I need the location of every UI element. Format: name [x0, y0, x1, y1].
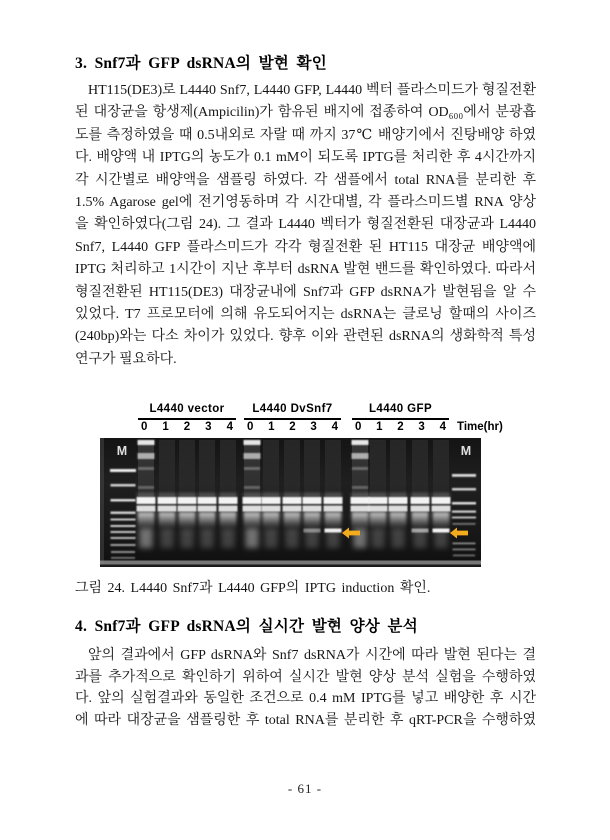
time-point-label: 0 [247, 421, 254, 433]
figure-caption: 그림 24. L4440 Snf7과 L4440 GFP의 IPTG induction 확인. [75, 581, 431, 596]
time-point-label: 1 [376, 421, 383, 433]
text-line: IPTG 처리하고 1시간이 지난 후부터 dsRNA 발현 밴드를 확인하였다. 따라서 [75, 262, 536, 278]
time-point-label: 3 [205, 421, 212, 433]
text-line: 앞의 결과에서 GFP dsRNA와 Snf7 dsRNA가 시간에 따라 발현 된다는 결 [88, 648, 536, 663]
marker-label-right: M [460, 444, 472, 458]
gel-left-edge [100, 438, 104, 567]
text-line: 형질전환된 HT115(DE3) 대장균내에 Snf7과 GFP dsRNA가 발현됨을 알 수 [75, 284, 536, 300]
text-line: 연구가 필요하다. [75, 351, 177, 367]
text-line: 다. 배양액 내 IPTG의 농도가 0.1 mM이 되도록 IPTG를 처리한 후 4시간까지 [75, 150, 536, 166]
time-points-row [352, 420, 449, 433]
section-3-paragraph [75, 80, 536, 371]
lane-group-gfp [352, 403, 449, 433]
time-point-label: 4 [226, 421, 233, 433]
text-line: 을 확인하였다(그림 24). 그 결과 L4440 벡터가 형질전환된 대장균과 L4440 [75, 217, 536, 233]
lane-group-dvsnf7 [244, 403, 341, 433]
section-3-heading: 3. Snf7과 GFP dsRNA의 발현 확인 [75, 55, 327, 72]
text-line: 있었다. T7 프로모터에 의해 유도되어지는 dsRNA는 클로닝 할때의 사이즈 [75, 306, 536, 322]
text-line: 1.5% Agarose gel에 전기영동하며 각 시간대별, 각 플라스미드별 RNA 양상 [75, 194, 536, 210]
time-point-label: 3 [418, 421, 425, 433]
text-line: 각 시간별로 배양액을 샘플링 하였다. 각 샘플에서 total RNA를 분리한 후 [75, 172, 536, 188]
time-point-label: 2 [289, 421, 296, 433]
gel-electrophoresis-image [100, 438, 481, 567]
time-points-row [244, 420, 341, 433]
time-point-label: 0 [141, 421, 148, 433]
gel-bottom-edge [100, 561, 481, 565]
text-line: 과를 추가적으로 확인하기 위하여 실시간 발현 양상 분석 실험을 수행하였 [75, 669, 536, 685]
time-points-row [138, 420, 236, 433]
time-axis-label: Time(hr) [457, 421, 503, 433]
marker-label-left: M [116, 444, 128, 458]
time-point-label: 3 [310, 421, 317, 433]
lane-group-label: L4440 vector [149, 403, 225, 415]
text-line: (240bp)와는 다소 차이가 있었다. 향후 이와 관련된 dsRNA의 생화학적 특성 [75, 329, 536, 345]
lane-group-vector [138, 403, 236, 433]
time-point-label: 1 [268, 421, 275, 433]
text-line: 된 대장균을 항생제(Ampicilin)가 함유된 배지에 접종하여 OD₆₀₀에서 분광흡 [75, 105, 536, 121]
text-line: HT115(DE3)로 L4440 Snf7, L4440 GFP, L4440 벡터 플라스미드가 형질전환 [88, 83, 536, 98]
section-4-heading: 4. Snf7과 GFP dsRNA의 실시간 발현 양상 분석 [75, 618, 418, 635]
time-point-label: 2 [183, 421, 191, 433]
time-point-label: 4 [331, 421, 338, 433]
time-point-label: 0 [355, 421, 362, 433]
time-point-label: 1 [162, 421, 169, 433]
time-point-label: 4 [439, 421, 446, 433]
sample-lanes [137, 440, 451, 548]
section-4-paragraph [75, 645, 536, 732]
lane-group-label: L4440 GFP [368, 403, 433, 415]
text-line: 에 따라 대장균을 샘플링한 후 total RNA를 분리한 후 qRT-PCR을 수행하였 [75, 713, 536, 729]
page-number: - 61 - [287, 781, 323, 796]
time-point-label: 2 [397, 421, 404, 433]
lane-group-label: L4440 DvSnf7 [252, 403, 333, 415]
text-line: 다. 앞의 실험결과와 동일한 조건으로 0.4 mM IPTG를 넣고 배양한 후 시간 [75, 691, 536, 707]
gel-bottom-shadow [100, 565, 481, 568]
text-line: Snf7, L4440 GFP 플라스미드가 각각 형질전환 된 HT115 대장균 배양액에 [75, 239, 536, 255]
text-line: 도를 측정하였을 때 0.5내외로 자랄 때 까지 37℃ 배양기에서 진탕배양 하였 [75, 127, 536, 143]
